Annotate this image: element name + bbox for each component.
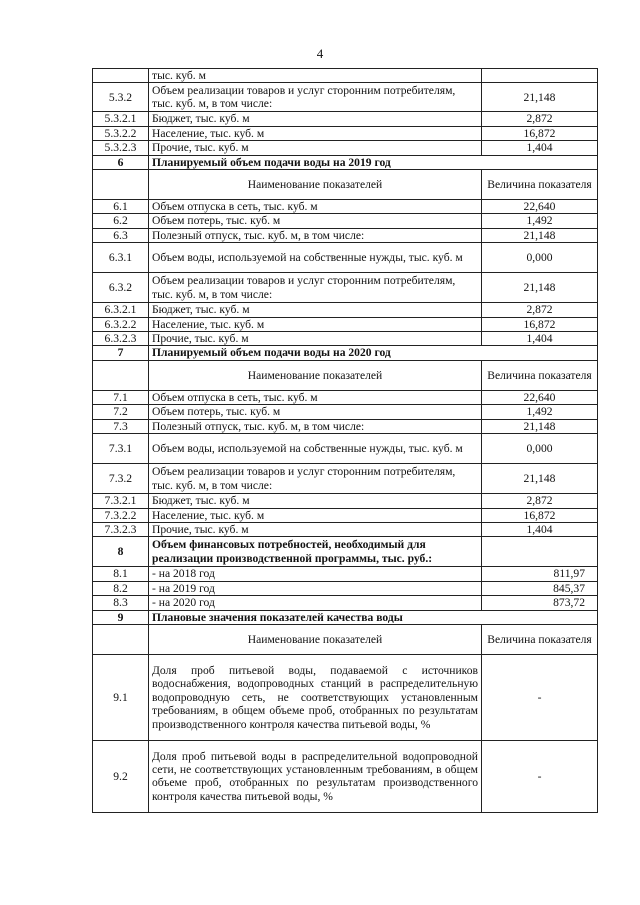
row-value: 1,404 — [482, 332, 598, 346]
row-text: Население, тыс. куб. м — [149, 508, 482, 522]
row-value: 22,640 — [482, 200, 598, 214]
row-value: 16,872 — [482, 126, 598, 140]
row-text: Доля проб питьевой воды, подаваемой с источников водоснабжения, водопроводных станций в распределительную водопроводную сеть, не соответствующих установленным требованиям, в общем объеме проб, отобранных по результатам производственного контроля качества питьевой воды, % — [149, 654, 482, 740]
section-title: Плановые значения показателей качества воды — [149, 610, 598, 624]
row-number: 7.3.2.2 — [93, 508, 149, 522]
row-text: Население, тыс. куб. м — [149, 126, 482, 140]
row-value: 2,872 — [482, 112, 598, 126]
row-text: Объем реализации товаров и услуг сторонним потребителям, тыс. куб. м, в том числе: — [149, 464, 482, 494]
column-header-name: Наименование показателей — [149, 624, 482, 654]
row-number: 7.3.2.1 — [93, 494, 149, 508]
row-value: 16,872 — [482, 317, 598, 331]
row-value: 1,492 — [482, 214, 598, 228]
row-value: 2,872 — [482, 303, 598, 317]
continuation-text: тыс. куб. м — [149, 69, 482, 83]
row-value: 16,872 — [482, 508, 598, 522]
row-value: 1,404 — [482, 522, 598, 536]
row-text: - на 2019 год — [149, 581, 482, 595]
table-row — [93, 522, 598, 536]
row-value: 22,640 — [482, 390, 598, 404]
column-header-row — [93, 170, 598, 200]
row-number: 7.3.1 — [93, 434, 149, 464]
row-value: 21,148 — [482, 228, 598, 242]
row-text: Объем воды, используемой на собственные нужды, тыс. куб. м — [149, 243, 482, 273]
row-text: Объем воды, используемой на собственные нужды, тыс. куб. м — [149, 434, 482, 464]
indicators-table — [92, 68, 598, 813]
table-row — [93, 390, 598, 404]
row-text: Бюджет, тыс. куб. м — [149, 112, 482, 126]
row-number: 8.3 — [93, 596, 149, 610]
row-number: 7.3.2 — [93, 464, 149, 494]
row-text: Объем реализации товаров и услуг сторонним потребителям, тыс. куб. м, в том числе: — [149, 83, 482, 112]
table-row — [93, 69, 598, 83]
row-number: 6.3.2.2 — [93, 317, 149, 331]
table-row — [93, 273, 598, 303]
row-number: 6.3 — [93, 228, 149, 242]
row-number: 6.1 — [93, 200, 149, 214]
section-title: Планируемый объем подачи воды на 2020 год — [149, 346, 598, 360]
section-header — [93, 346, 598, 360]
table-row — [93, 214, 598, 228]
row-number: 7.3.2.3 — [93, 522, 149, 536]
table-row — [93, 200, 598, 214]
row-text: Доля проб питьевой воды в распределительной водопроводной сети, не соответствующих установленным требованиям, в общем объеме проб, отобранных по результатам производственного контроля качества питьевой воды, % — [149, 740, 482, 812]
row-number: 6.3.2.3 — [93, 332, 149, 346]
row-number: 8.2 — [93, 581, 149, 595]
column-header-value: Величина показателя — [482, 360, 598, 390]
section-number: 6 — [93, 155, 149, 169]
table-row — [93, 405, 598, 419]
row-value: 21,148 — [482, 464, 598, 494]
row-number: 6.2 — [93, 214, 149, 228]
table-row — [93, 141, 598, 155]
table-row — [93, 434, 598, 464]
row-number: 5.3.2.3 — [93, 141, 149, 155]
row-number: 6.3.2.1 — [93, 303, 149, 317]
table-row — [93, 464, 598, 494]
section-title: Планируемый объем подачи воды на 2019 год — [149, 155, 598, 169]
row-number: 8.1 — [93, 567, 149, 581]
row-text: Население, тыс. куб. м — [149, 317, 482, 331]
table-row — [93, 567, 598, 581]
table-row — [93, 126, 598, 140]
section-title: Объем финансовых потребностей, необходимый для реализации производственной программы, тыс. руб.: — [149, 537, 482, 567]
row-value: 0,000 — [482, 243, 598, 273]
row-number: 5.3.2.2 — [93, 126, 149, 140]
row-value: 21,148 — [482, 419, 598, 433]
row-number: 9.2 — [93, 740, 149, 812]
row-text: Полезный отпуск, тыс. куб. м, в том числе: — [149, 419, 482, 433]
column-header-row — [93, 360, 598, 390]
row-number: 5.3.2.1 — [93, 112, 149, 126]
table-row — [93, 332, 598, 346]
row-text: Объем отпуска в сеть, тыс. куб. м — [149, 200, 482, 214]
table-row — [93, 419, 598, 433]
row-value: 2,872 — [482, 494, 598, 508]
column-header-value: Величина показателя — [482, 170, 598, 200]
column-header-value: Величина показателя — [482, 624, 598, 654]
row-value: 21,148 — [482, 273, 598, 303]
row-text: Прочие, тыс. куб. м — [149, 522, 482, 536]
table-row — [93, 243, 598, 273]
table-row — [93, 112, 598, 126]
row-value: - — [482, 740, 598, 812]
table-row — [93, 303, 598, 317]
row-value: 21,148 — [482, 83, 598, 112]
row-number: 5.3.2 — [93, 83, 149, 112]
row-text: Бюджет, тыс. куб. м — [149, 494, 482, 508]
table-row — [93, 596, 598, 610]
row-text: Объем потерь, тыс. куб. м — [149, 214, 482, 228]
row-text: Бюджет, тыс. куб. м — [149, 303, 482, 317]
row-text: Объем потерь, тыс. куб. м — [149, 405, 482, 419]
row-text: Прочие, тыс. куб. м — [149, 332, 482, 346]
row-value: 0,000 — [482, 434, 598, 464]
section-header — [93, 610, 598, 624]
row-number: 7.2 — [93, 405, 149, 419]
row-text: Объем отпуска в сеть, тыс. куб. м — [149, 390, 482, 404]
table-row — [93, 228, 598, 242]
row-value: 1,492 — [482, 405, 598, 419]
row-number: 6.3.2 — [93, 273, 149, 303]
section-number: 9 — [93, 610, 149, 624]
table-row — [93, 317, 598, 331]
row-value: - — [482, 654, 598, 740]
row-text: Прочие, тыс. куб. м — [149, 141, 482, 155]
page-number: 4 — [316, 46, 324, 61]
section-header — [93, 537, 598, 567]
table-row — [93, 581, 598, 595]
section-number: 7 — [93, 346, 149, 360]
row-value: 811,97 — [482, 567, 598, 581]
table-row — [93, 740, 598, 812]
row-text: Полезный отпуск, тыс. куб. м, в том числе: — [149, 228, 482, 242]
table-row — [93, 83, 598, 112]
column-header-name: Наименование показателей — [149, 170, 482, 200]
row-text: - на 2018 год — [149, 567, 482, 581]
table-row — [93, 654, 598, 740]
row-value: 1,404 — [482, 141, 598, 155]
row-text: - на 2020 год — [149, 596, 482, 610]
table-row — [93, 494, 598, 508]
row-value: 845,37 — [482, 581, 598, 595]
section-header — [93, 155, 598, 169]
row-value: 873,72 — [482, 596, 598, 610]
row-number: 7.1 — [93, 390, 149, 404]
table-row — [93, 508, 598, 522]
row-number: 7.3 — [93, 419, 149, 433]
column-header-row — [93, 624, 598, 654]
row-number: 6.3.1 — [93, 243, 149, 273]
row-number: 9.1 — [93, 654, 149, 740]
row-text: Объем реализации товаров и услуг сторонним потребителям, тыс. куб. м, в том числе: — [149, 273, 482, 303]
column-header-name: Наименование показателей — [149, 360, 482, 390]
section-number: 8 — [93, 537, 149, 567]
